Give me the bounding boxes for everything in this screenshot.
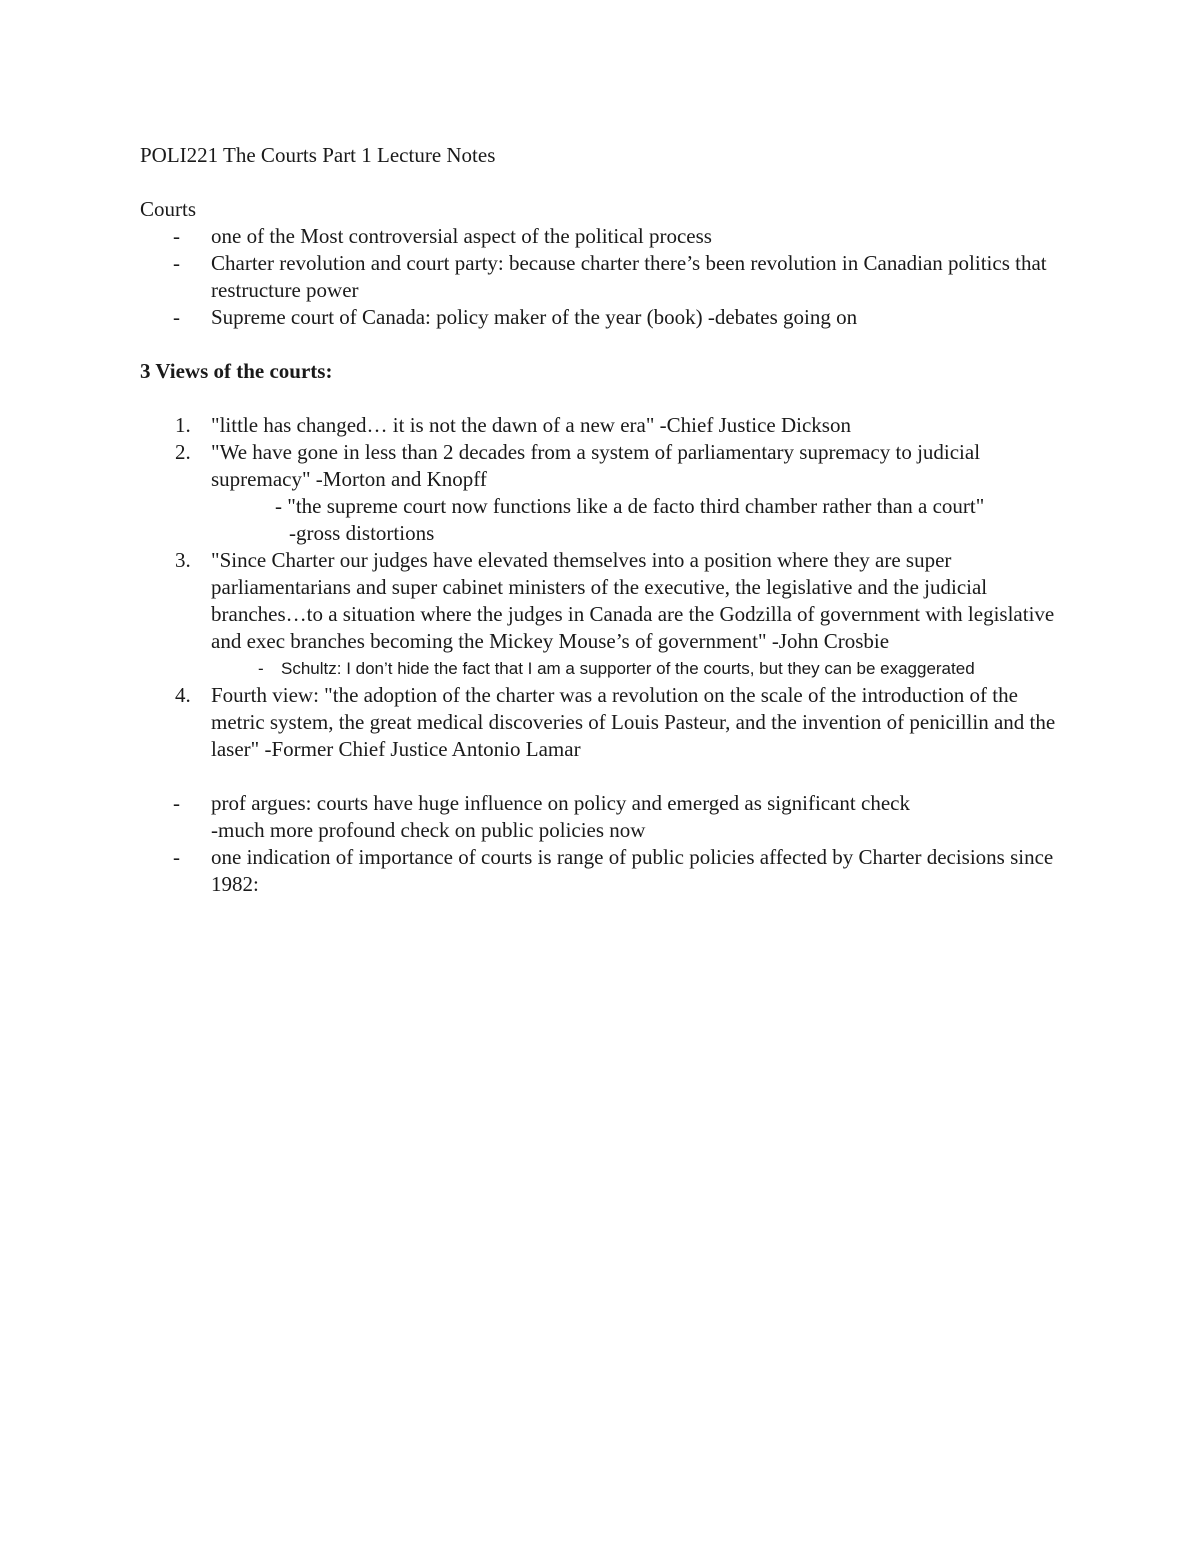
view-text: "We have gone in less than 2 decades from a system of parliamentary supremacy to judicial supremacy" -Morton and Knopff — [211, 440, 981, 491]
document-title: POLI221 The Courts Part 1 Lecture Notes — [140, 143, 496, 167]
list-number: 3. — [175, 548, 191, 572]
courts-list — [140, 223, 1070, 331]
view-sub-note: - "the supreme court now functions like a de facto third chamber rather than a court" — [275, 494, 985, 518]
document-content — [140, 142, 1070, 898]
prof-item-text: one indication of importance of courts is range of public policies affected by Charter decisions since 1982: — [211, 845, 1054, 896]
view-item-1 — [140, 412, 1070, 439]
view-text: "Since Charter our judges have elevated themselves into a position where they are super parliamentarians and super cabinet ministers of the executive, the legislative and the judicial branches…to a situation where the judges in Canada are the Godzilla of government with legislative and exec branches becoming the Mickey Mouse’s of government" -John Crosbie — [211, 548, 1055, 653]
view-item-4 — [140, 682, 1070, 763]
views-heading: 3 Views of the courts: — [140, 359, 333, 383]
prof-item — [140, 844, 1070, 898]
courts-item: - Supreme court of Canada: policy maker of the year (book) -debates going on — [140, 304, 1070, 331]
courts-item: - Charter revolution and court party: because charter there’s been revolution in Canadian politics that restructure power — [140, 250, 1070, 304]
view-text: Fourth view: "the adoption of the charter was a revolution on the scale of the introduction of the metric system, the great medical discoveries of Louis Pasteur, and the invention of penicillin and the laser" -Former Chief Justice Antonio Lamar — [211, 683, 1056, 761]
schultz-note — [211, 655, 1070, 682]
view-text: "little has changed… it is not the dawn of a new era" -Chief Justice Dickson — [211, 413, 851, 437]
prof-item-continuation: -much more profound check on public policies now — [211, 818, 646, 842]
courts-heading: Courts — [140, 197, 197, 221]
views-list — [140, 412, 1070, 763]
list-number: 1. — [175, 413, 191, 437]
view-sub-note: -gross distortions — [289, 521, 435, 545]
schultz-note-text: - Schultz: I don’t hide the fact that I am a supporter of the courts, but they can be exaggerated — [281, 659, 975, 678]
prof-list — [140, 790, 1070, 898]
view-item-3 — [140, 547, 1070, 682]
prof-item-text: prof argues: courts have huge influence on policy and emerged as significant check — [211, 791, 910, 815]
list-number: 2. — [175, 440, 191, 464]
prof-item — [140, 790, 1070, 844]
list-number: 4. — [175, 683, 191, 707]
courts-item: - one of the Most controversial aspect of the political process — [140, 223, 1070, 250]
view-item-2 — [140, 439, 1070, 547]
